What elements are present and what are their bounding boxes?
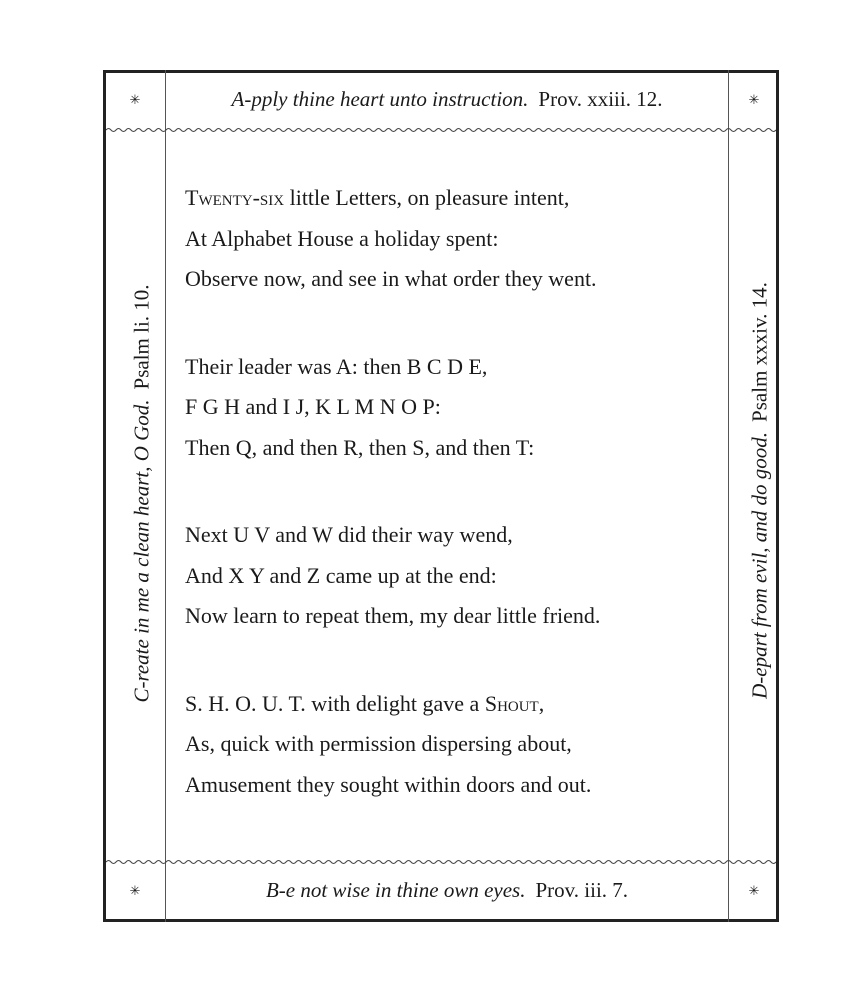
bottom-banner [166,880,728,901]
right-banner [747,241,772,741]
left-banner-ref: Psalm li. 10. [129,284,154,390]
ornament-star-icon: ✳ [748,92,760,107]
poem-line: S. H. O. U. T. with delight gave a Shout, [185,690,545,716]
poem-line: Twenty-six little Letters, on pleasure intent, [185,185,570,210]
inner-rule-right [728,70,729,922]
top-wavy-rule [106,127,776,133]
bottom-wavy-rule [106,859,776,865]
stanza-2 [185,353,725,475]
bottom-banner-ref: Prov. iii. 7. [535,878,629,902]
right-banner-ref: Psalm xxxiv. 14. [747,282,772,422]
poem [185,184,725,811]
ornament-star-icon: ✳ [129,883,141,898]
ornament-star-icon: ✳ [748,883,760,898]
stanza-3 [185,521,725,643]
poem-line: Next U V and W did their way wend, [185,522,513,547]
poem-line: Then Q, and then R, then S, and then T: [185,434,535,460]
poem-line: F G H and I J, K L M N O P: [185,394,441,419]
inner-rule-left [165,70,166,922]
poem-line: Now learn to repeat them, my dear little friend. [185,603,601,628]
poem-line: At Alphabet House a holiday spent: [185,225,499,251]
poem-line: And X Y and Z came up at the end: [185,562,497,588]
ornament-star-icon: ✳ [129,92,141,107]
left-banner [129,244,154,744]
poem-line: As, quick with permission dispersing about, [185,731,572,756]
poem-line: Their leader was A: then B C D E, [185,353,488,379]
poem-line: Observe now, and see in what order they went. [185,266,597,291]
right-banner-quote: D-epart from evil, and do good. [747,431,772,699]
stanza-1 [185,184,725,306]
stanza-4 [185,690,725,812]
left-banner-quote: C-reate in me a clean heart, O God. [129,399,154,703]
bottom-banner-quote: B-e not wise in thine own eyes. [265,878,526,902]
top-banner [166,89,728,110]
top-banner-quote: A-pply thine heart unto instruction. [231,87,529,111]
top-banner-ref: Prov. xxiii. 12. [538,87,663,111]
poem-line: Amusement they sought within doors and out. [185,771,592,797]
